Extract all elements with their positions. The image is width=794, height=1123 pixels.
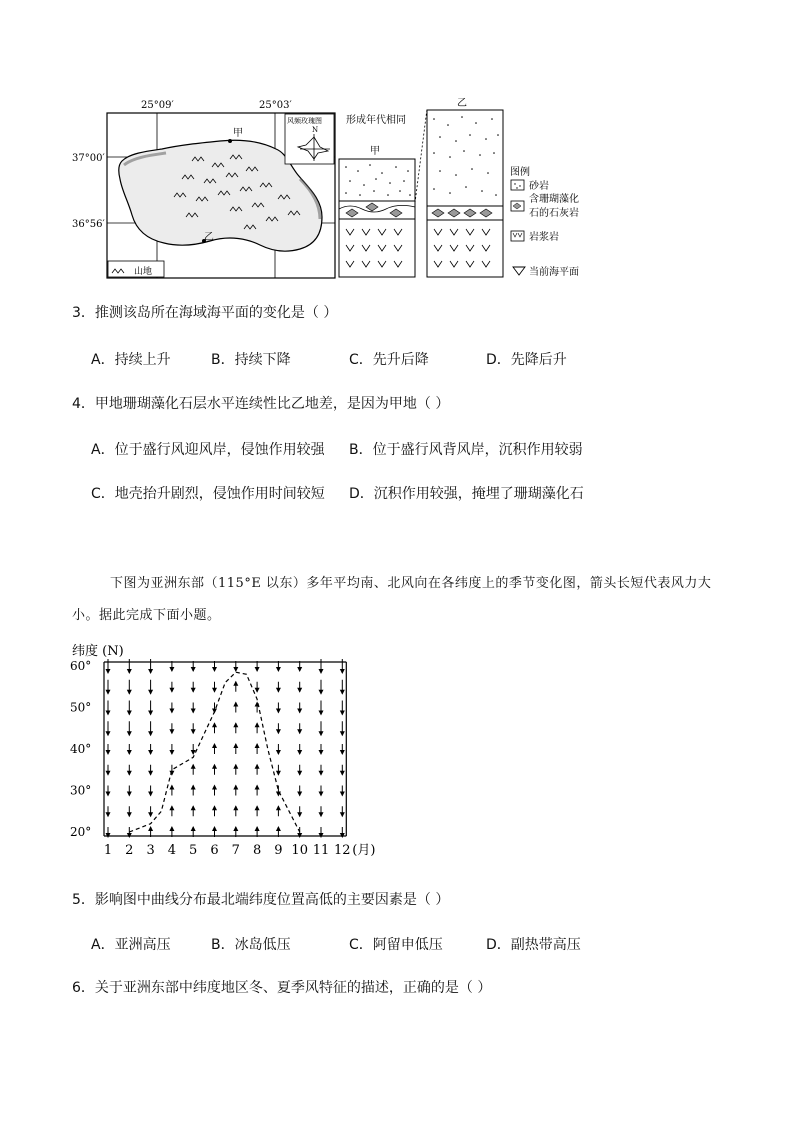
north-wind-arrow: [255, 682, 260, 693]
north-wind-arrow: [319, 680, 324, 695]
north-wind-arrow: [169, 682, 174, 693]
north-wind-arrow: [319, 659, 324, 674]
north-wind-arrow: [127, 744, 132, 755]
column-yi: [427, 110, 503, 277]
south-wind-arrow: [191, 785, 196, 796]
north-wind-arrow: [297, 765, 302, 776]
north-wind-arrow: [148, 744, 153, 755]
south-wind-arrow: [191, 826, 196, 837]
north-wind-arrow: [340, 721, 345, 736]
point-jia-mark: [228, 139, 232, 143]
south-wind-arrow: [233, 722, 238, 733]
intro-line-2: 小。据此完成下面小题。: [72, 608, 221, 623]
north-wind-arrow: [319, 806, 324, 817]
q5-option-b[interactable]: B．冰岛低压: [211, 937, 291, 953]
x-tick-label: 3: [146, 843, 155, 858]
north-wind-arrow: [319, 786, 324, 797]
north-wind-arrow: [276, 682, 281, 693]
north-wind-arrow: [106, 659, 111, 674]
north-wind-arrow: [297, 723, 302, 734]
q4-option-a[interactable]: A．位于盛行风迎风岸，侵蚀作用较强: [91, 442, 325, 458]
south-wind-arrow: [255, 743, 260, 754]
island-geology-figure: [72, 95, 610, 285]
south-wind-arrow: [212, 722, 217, 733]
mountain-legend-label: 山地: [134, 267, 153, 277]
south-wind-arrow: [212, 764, 217, 775]
north-wind-arrow: [191, 661, 196, 672]
north-wind-arrow: [212, 661, 217, 672]
north-wind-arrow: [340, 744, 345, 755]
legend-title: 图例: [510, 167, 530, 178]
north-wind-arrow: [297, 744, 302, 755]
chart-ylabel: 纬度 (N): [72, 644, 124, 659]
north-wind-arrow: [297, 806, 302, 817]
north-wind-arrow: [169, 661, 174, 672]
x-tick-label: 5: [189, 843, 198, 858]
north-wind-arrow: [297, 682, 302, 693]
q6-stem: 6．关于亚洲东部中纬度地区冬、夏季风特征的描述，正确的是（ ）: [72, 980, 492, 996]
north-wind-arrow: [297, 661, 302, 672]
north-wind-arrow: [319, 744, 324, 755]
north-wind-arrow: [148, 721, 153, 736]
north-wind-arrow: [148, 659, 153, 674]
north-wind-arrow: [191, 723, 196, 734]
same-age-dashed-line: [415, 109, 427, 203]
q3-stem: 3．推测该岛所在海域海平面的变化是（ ）: [72, 305, 338, 321]
north-wind-arrow: [127, 765, 132, 776]
north-wind-arrow: [106, 680, 111, 695]
north-wind-arrow: [127, 721, 132, 736]
south-wind-arrow: [169, 826, 174, 837]
north-wind-arrow: [340, 765, 345, 776]
north-wind-arrow: [106, 786, 111, 797]
north-wind-arrow: [276, 703, 281, 714]
legend-magma-label: 岩浆岩: [529, 232, 559, 243]
north-wind-arrow: [148, 765, 153, 776]
north-wind-arrow: [297, 786, 302, 797]
south-wind-arrow: [233, 681, 238, 692]
q3-option-a[interactable]: A．持续上升: [91, 352, 171, 368]
q5-option-a[interactable]: A．亚洲高压: [91, 937, 171, 953]
y-tick-label: 40°: [70, 742, 92, 756]
lat-label-2: 36°56′: [72, 219, 105, 230]
y-tick-label: 50°: [70, 700, 92, 715]
south-wind-arrow: [255, 826, 260, 837]
north-wind-arrow: [127, 680, 132, 695]
south-wind-arrow: [255, 805, 260, 816]
north-wind-arrow: [106, 765, 111, 776]
lon-label-2: 25°03′: [259, 100, 292, 111]
x-tick-label: 2: [125, 843, 134, 858]
legend-coral-line2: 石的石灰岩: [529, 208, 579, 219]
north-wind-arrow: [212, 682, 217, 693]
x-tick-label: 6: [210, 843, 219, 858]
south-wind-arrow: [255, 764, 260, 775]
south-wind-arrow: [191, 764, 196, 775]
legend-sand-swatch: [511, 180, 524, 190]
south-wind-arrow: [169, 805, 174, 816]
north-wind-arrow: [319, 701, 324, 716]
north-wind-arrow: [340, 806, 345, 817]
south-wind-arrow: [276, 826, 281, 837]
q4-option-d[interactable]: D．沉积作用较强，掩埋了珊瑚藻化石: [349, 486, 584, 502]
legend-coral-line1: 含珊瑚藻化: [529, 194, 579, 205]
legend-sea-level-icon: [513, 267, 525, 275]
x-tick-label: 9: [274, 843, 283, 858]
q3-option-d[interactable]: D．先降后升: [486, 352, 567, 368]
north-wind-arrow: [106, 721, 111, 736]
south-wind-arrow: [233, 826, 238, 837]
q5-option-d[interactable]: D．副热带高压: [486, 937, 581, 953]
lon-label-1: 25°09′: [141, 100, 174, 111]
lat-label-1: 37°00′: [72, 153, 105, 164]
south-wind-arrow: [233, 743, 238, 754]
north-wind-arrow: [169, 744, 174, 755]
q4-option-c[interactable]: C．地壳抬升剧烈，侵蚀作用时间较短: [91, 486, 325, 502]
q5-option-c[interactable]: C．阿留申低压: [349, 937, 443, 953]
point-yi-label: 乙: [204, 232, 214, 243]
south-wind-arrow: [212, 826, 217, 837]
south-wind-arrow: [233, 805, 238, 816]
south-wind-arrow: [191, 805, 196, 816]
north-wind-arrow: [276, 723, 281, 734]
north-wind-arrow: [297, 703, 302, 714]
south-wind-arrow: [212, 805, 217, 816]
x-tick-label: 7: [231, 843, 240, 858]
point-jia-label: 甲: [233, 128, 243, 139]
x-tick-label: 1: [103, 843, 113, 858]
north-wind-arrow: [127, 806, 132, 817]
q4-stem: 4．甲地珊瑚藻化石层水平连续性比乙地差，是因为甲地（ ）: [72, 396, 450, 412]
south-wind-arrow: [148, 826, 153, 837]
south-wind-arrow: [212, 785, 217, 796]
q3-option-b[interactable]: B．持续下降: [211, 352, 291, 368]
north-wind-arrow: [233, 661, 238, 672]
north-wind-arrow: [127, 659, 132, 674]
north-wind-arrow: [148, 701, 153, 716]
north-wind-arrow: [319, 765, 324, 776]
y-tick-label: 20°: [70, 825, 92, 839]
x-tick-label: 10: [291, 843, 308, 858]
north-wind-arrow: [340, 786, 345, 797]
north-wind-arrow: [276, 765, 281, 776]
legend-sea-level-label: 当前海平面: [529, 267, 579, 278]
q4-option-b[interactable]: B．位于盛行风背风岸，沉积作用较弱: [349, 442, 583, 458]
north-wind-arrow: [106, 701, 111, 716]
legend-sandstone-label: 砂岩: [529, 181, 549, 192]
column-yi-label: 乙: [457, 98, 467, 109]
south-wind-arrow: [233, 702, 238, 713]
north-wind-arrow: [191, 703, 196, 714]
south-wind-arrow: [233, 764, 238, 775]
intro-line-1: 下图为亚洲东部（115°E 以东）多年平均南、北风向在各纬度上的季节变化图，箭头长短代表风力大: [110, 576, 712, 591]
south-wind-arrow: [212, 743, 217, 754]
y-tick-label: 60°: [70, 659, 92, 673]
north-label: N: [312, 126, 319, 134]
wind-rose-title: 风频玫瑰图: [287, 117, 322, 125]
north-wind-arrow: [169, 723, 174, 734]
north-wind-arrow: [148, 680, 153, 695]
north-wind-arrow: [106, 744, 111, 755]
north-wind-arrow: [169, 703, 174, 714]
q3-option-c[interactable]: C．先升后降: [349, 352, 429, 368]
south-wind-arrow: [169, 785, 174, 796]
north-wind-arrow: [340, 659, 345, 674]
chart-x-unit: (月): [352, 843, 376, 858]
north-wind-arrow: [276, 744, 281, 755]
north-wind-arrow: [276, 661, 281, 672]
north-wind-arrow: [191, 744, 196, 755]
legend-magma-swatch: [511, 231, 524, 241]
north-wind-arrow: [340, 680, 345, 695]
x-tick-label: 12: [334, 843, 351, 858]
same-age-note: 形成年代相同: [346, 115, 406, 126]
north-wind-arrow: [340, 701, 345, 716]
south-wind-arrow: [255, 785, 260, 796]
north-wind-arrow: [148, 786, 153, 797]
north-wind-arrow: [148, 806, 153, 817]
north-wind-arrow: [127, 701, 132, 716]
column-jia-label: 甲: [370, 146, 380, 157]
column-jia: [339, 159, 415, 277]
south-wind-arrow: [255, 722, 260, 733]
north-wind-arrow: [319, 721, 324, 736]
south-wind-arrow: [276, 805, 281, 816]
north-wind-arrow: [255, 661, 260, 672]
north-wind-arrow: [127, 786, 132, 797]
x-tick-label: 8: [252, 843, 262, 858]
y-tick-label: 30°: [70, 783, 92, 798]
x-tick-label: 11: [312, 843, 330, 858]
wind-chart: [60, 638, 400, 870]
x-tick-label: 4: [167, 843, 177, 858]
south-wind-arrow: [233, 785, 238, 796]
north-wind-arrow: [106, 806, 111, 817]
north-wind-arrow: [191, 682, 196, 693]
q5-stem: 5．影响图中曲线分布最北端纬度位置高低的主要因素是（ ）: [72, 892, 450, 908]
north-wind-arrow: [169, 765, 174, 776]
